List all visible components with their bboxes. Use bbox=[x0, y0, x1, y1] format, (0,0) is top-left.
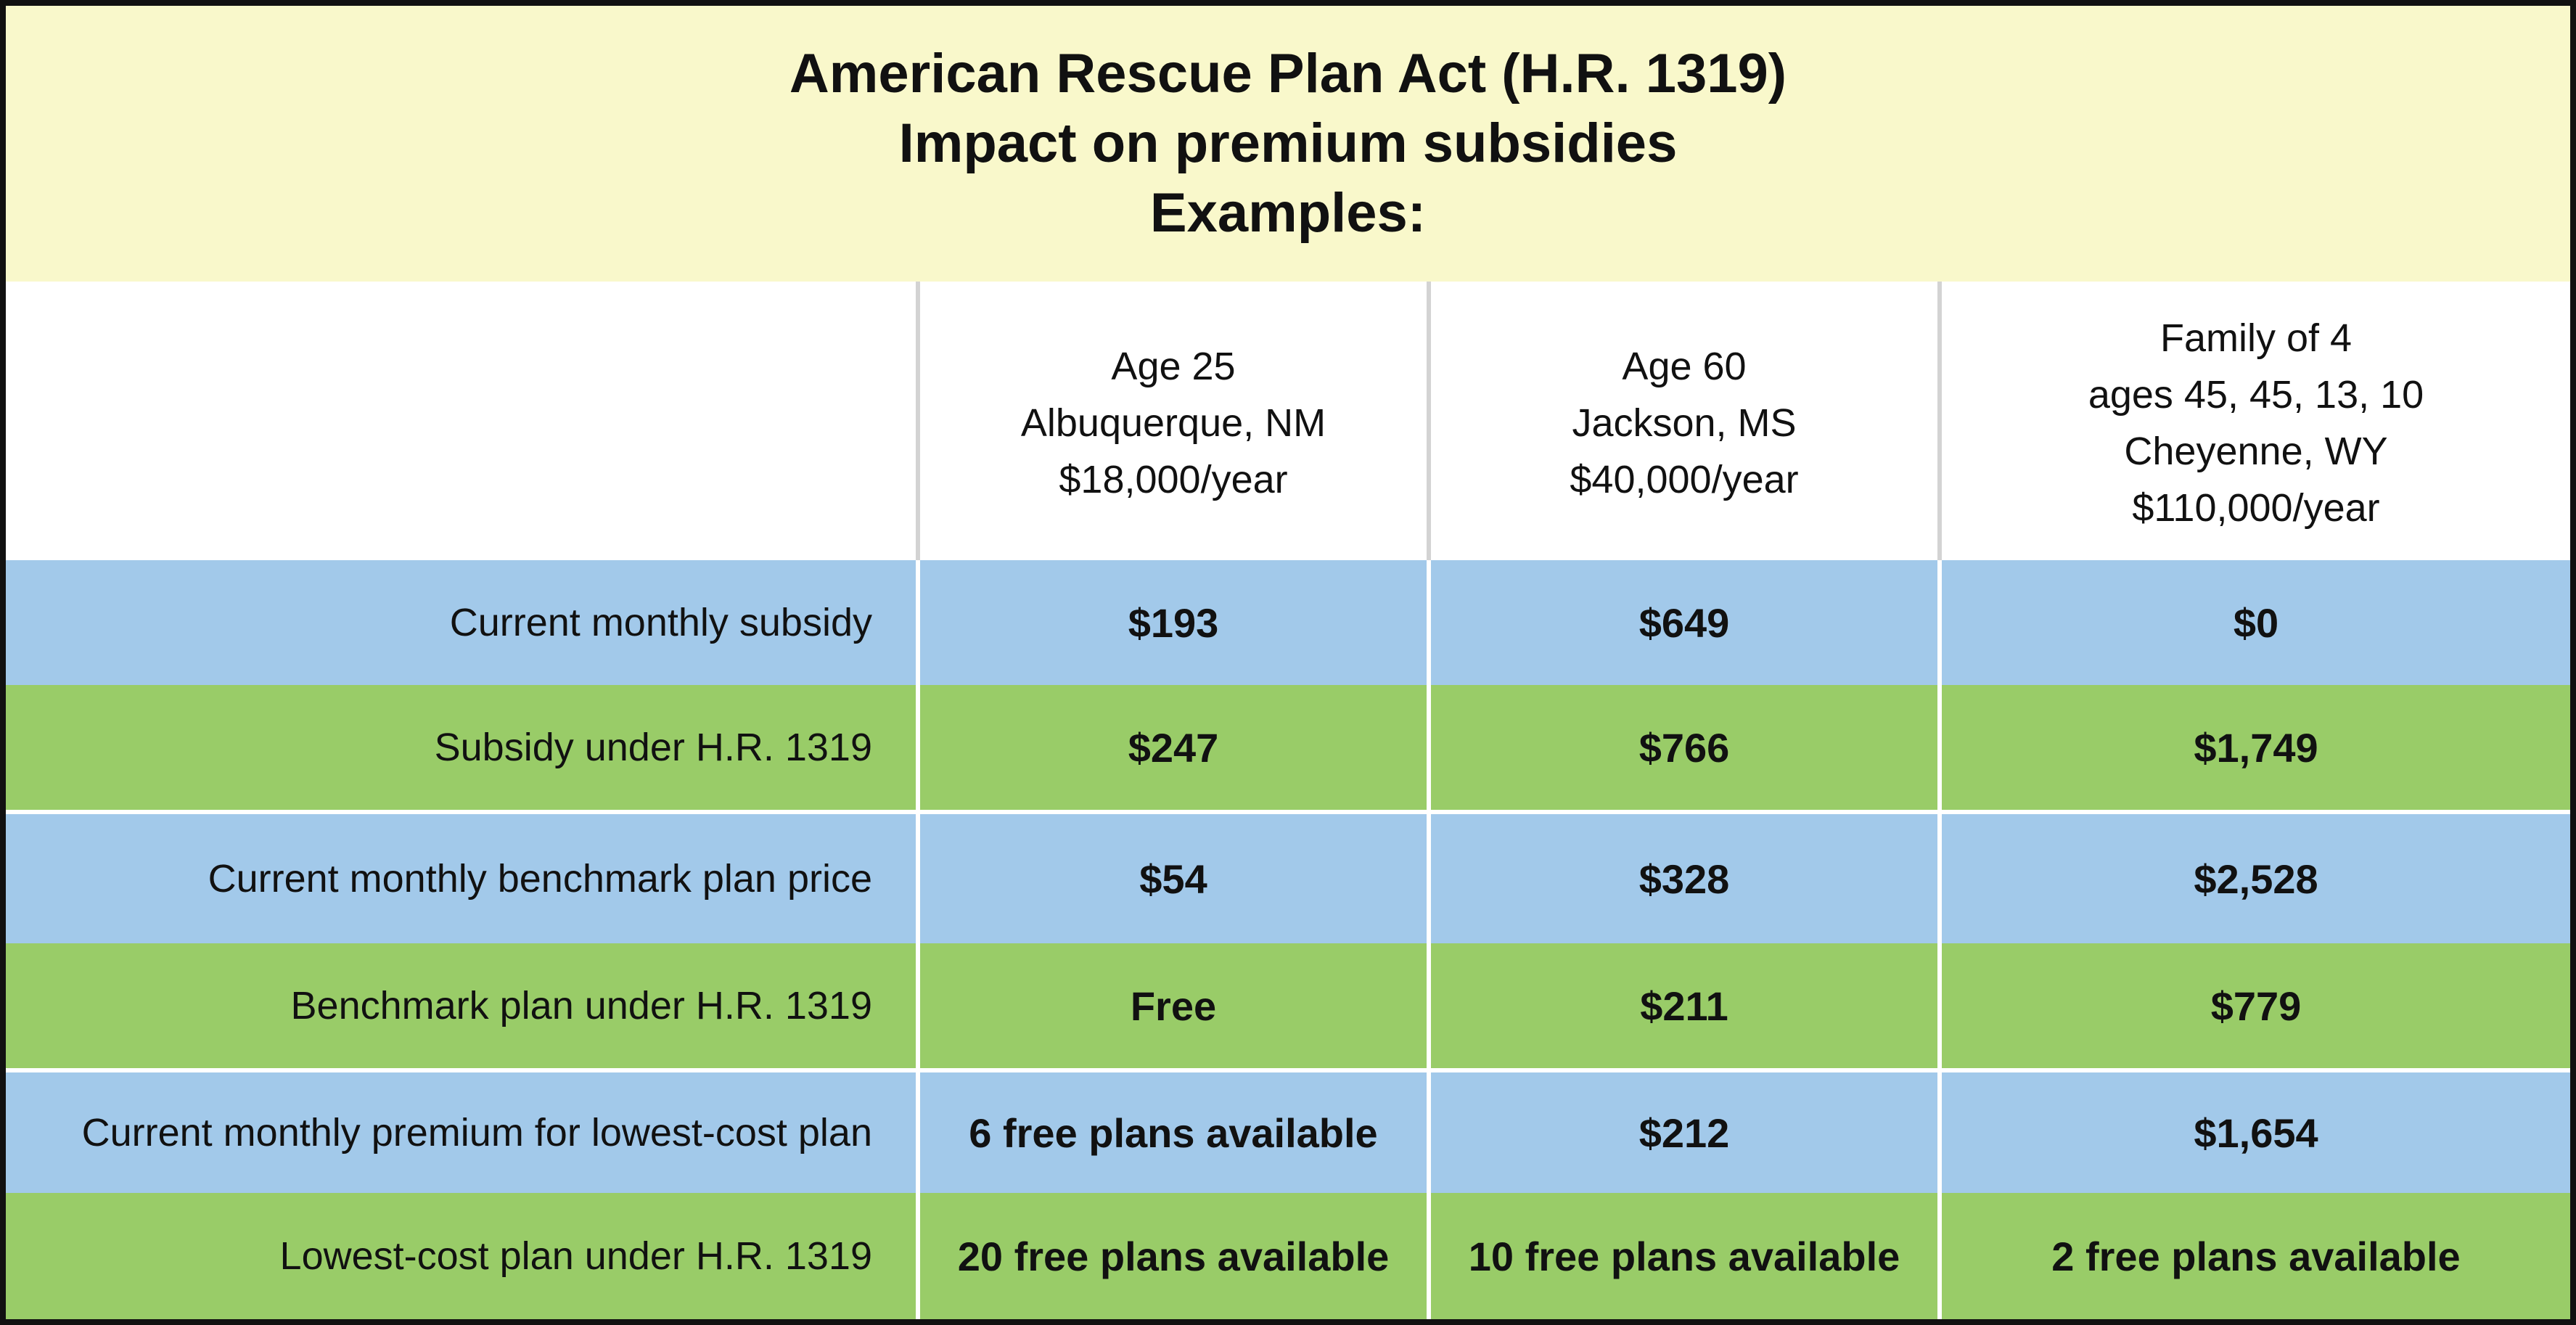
row-label-benchmark-under-hr-1319: Benchmark plan under H.R. 1319 bbox=[6, 943, 916, 1068]
value-cell: $212 bbox=[1427, 1068, 1937, 1193]
column-header-line: Cheyenne, WY bbox=[2124, 430, 2388, 473]
column-header-family-of-4 bbox=[1937, 282, 2570, 560]
title-line-2: Impact on premium subsidies bbox=[898, 112, 1678, 174]
title-line-3: Examples: bbox=[1149, 182, 1427, 244]
value-cell: $328 bbox=[1427, 810, 1937, 943]
value-cell: $1,749 bbox=[1937, 685, 2570, 810]
column-header-line: Family of 4 bbox=[2159, 316, 2353, 360]
title-line-1: American Rescue Plan Act (H.R. 1319) bbox=[789, 43, 1787, 104]
column-header-line: $110,000/year bbox=[2132, 486, 2380, 530]
value-cell: $247 bbox=[916, 685, 1427, 810]
comparison-table bbox=[6, 282, 2570, 1319]
row-label-current-monthly-subsidy: Current monthly subsidy bbox=[6, 560, 916, 685]
row-label-subsidy-under-hr-1319: Subsidy under H.R. 1319 bbox=[6, 685, 916, 810]
row-label-current-benchmark-price: Current monthly benchmark plan price bbox=[6, 810, 916, 943]
value-cell: Free bbox=[916, 943, 1427, 1068]
header-empty-cell bbox=[6, 282, 916, 560]
value-cell: 20 free plans available bbox=[916, 1193, 1427, 1319]
value-cell: 2 free plans available bbox=[1937, 1193, 2570, 1319]
row-label-current-lowest-cost-premium: Current monthly premium for lowest-cost plan bbox=[6, 1068, 916, 1193]
column-header-line: Age 60 bbox=[1622, 345, 1747, 388]
value-cell: $193 bbox=[916, 560, 1427, 685]
row-label-lowest-cost-under-hr-1319: Lowest-cost plan under H.R. 1319 bbox=[6, 1193, 916, 1319]
column-header-line: $18,000/year bbox=[1059, 458, 1288, 501]
value-cell: $779 bbox=[1937, 943, 2570, 1068]
column-header-line: $40,000/year bbox=[1570, 458, 1799, 501]
column-header-line: ages 45, 45, 13, 10 bbox=[2088, 373, 2424, 417]
column-header-line: Age 25 bbox=[1111, 345, 1236, 388]
value-cell: $766 bbox=[1427, 685, 1937, 810]
value-cell: $1,654 bbox=[1937, 1068, 2570, 1193]
value-cell: $0 bbox=[1937, 560, 2570, 685]
value-cell: 10 free plans available bbox=[1427, 1193, 1937, 1319]
value-cell: $649 bbox=[1427, 560, 1937, 685]
column-header-line: Albuquerque, NM bbox=[1020, 401, 1326, 445]
value-cell: $2,528 bbox=[1937, 810, 2570, 943]
value-cell: $54 bbox=[916, 810, 1427, 943]
column-header-line: Jackson, MS bbox=[1572, 401, 1797, 445]
value-cell: 6 free plans available bbox=[916, 1068, 1427, 1193]
column-header-age-60 bbox=[1427, 282, 1937, 560]
value-cell: $211 bbox=[1427, 943, 1937, 1068]
title-block bbox=[6, 6, 2570, 282]
column-header-age-25 bbox=[916, 282, 1427, 560]
